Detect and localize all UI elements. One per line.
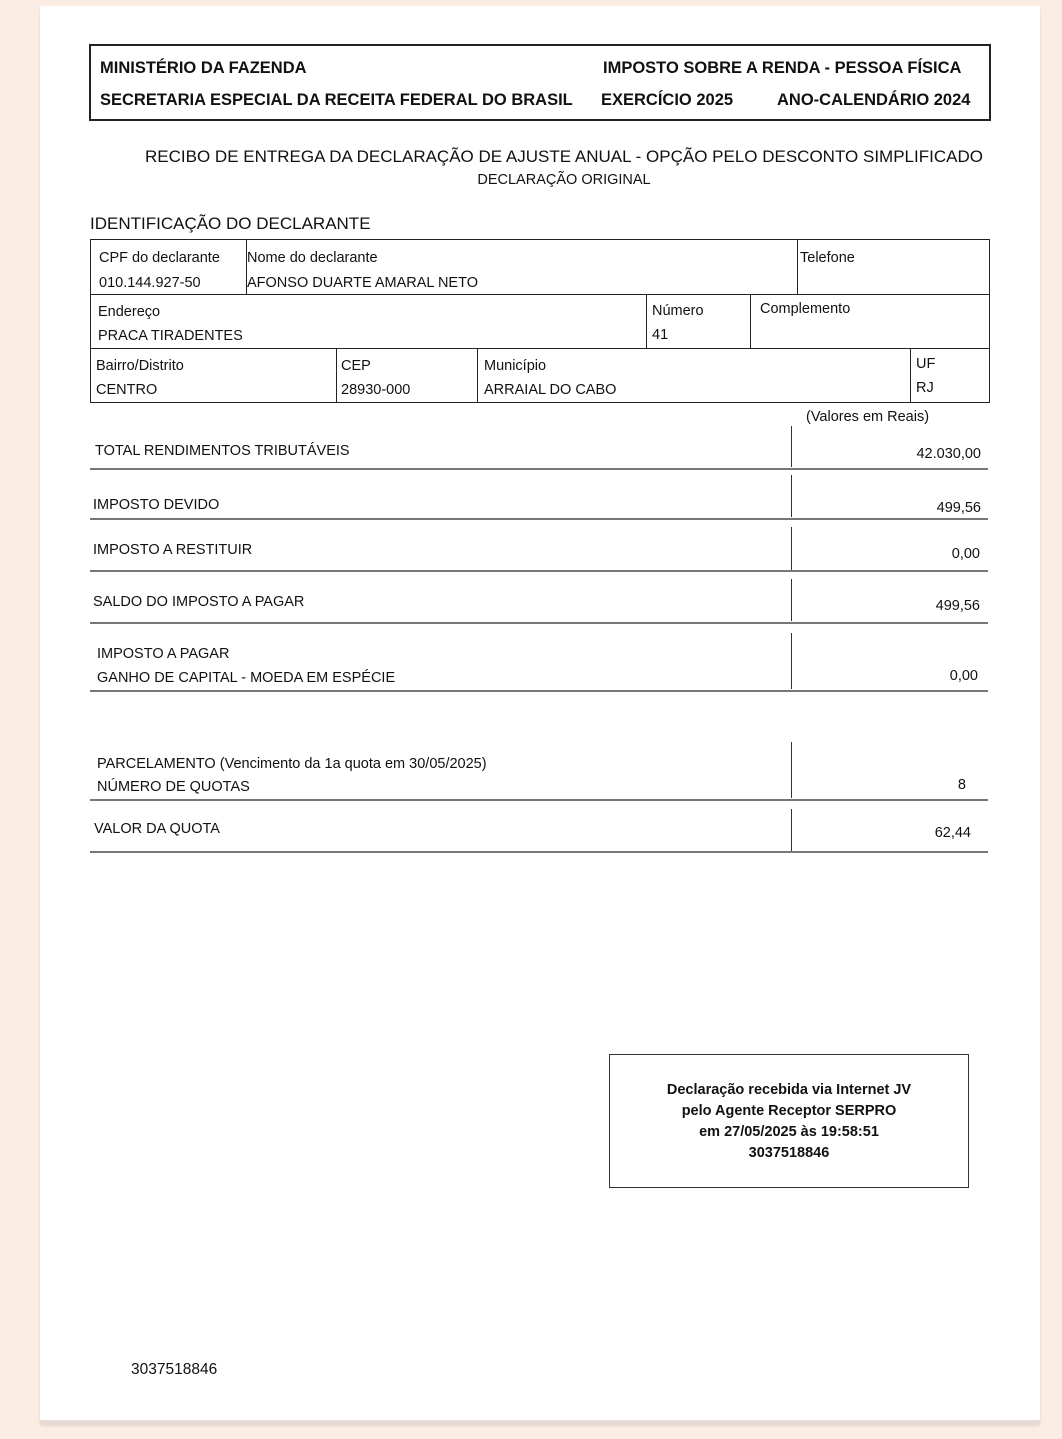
address-value: PRACA TIRADENTES	[98, 328, 243, 344]
uf-label: UF	[916, 356, 936, 372]
document-page	[40, 6, 1040, 1423]
divider	[910, 348, 911, 402]
complement-label: Complemento	[760, 301, 851, 317]
capital-gain-label-line1: IMPOSTO A PAGAR	[97, 646, 230, 662]
name-label: Nome do declarante	[247, 250, 378, 266]
divider	[90, 690, 988, 692]
stamp-line4: 3037518846	[748, 1145, 830, 1161]
identification-table	[90, 239, 990, 403]
tax-due-label: IMPOSTO DEVIDO	[93, 497, 220, 513]
secretariat-name: SECRETARIA ESPECIAL DA RECEITA FEDERAL DO BRASIL	[100, 91, 573, 109]
divider	[791, 527, 792, 570]
calendar-year: ANO-CALENDÁRIO 2024	[777, 91, 971, 109]
installment-value: 8	[957, 777, 966, 793]
header-box	[89, 44, 991, 121]
district-value: CENTRO	[96, 382, 158, 398]
divider	[646, 294, 647, 348]
divider	[791, 475, 792, 517]
city-value: ARRAIAL DO CABO	[484, 382, 617, 398]
divider	[791, 809, 792, 851]
number-label: Número	[652, 303, 704, 319]
number-value: 41	[652, 327, 669, 343]
divider	[91, 294, 989, 295]
city-label: Município	[484, 358, 547, 374]
divider	[750, 294, 751, 348]
installment-label-line1: PARCELAMENTO (Vencimento da 1a quota em 30/05/2025)	[97, 756, 487, 772]
ministry-name: MINISTÉRIO DA FAZENDA	[100, 59, 307, 77]
quota-value: 62,44	[934, 825, 971, 841]
uf-value: RJ	[916, 380, 934, 396]
exercise-year: EXERCÍCIO 2025	[601, 91, 734, 109]
divider	[90, 799, 988, 801]
capital-gain-label-line2: GANHO DE CAPITAL - MOEDA EM ESPÉCIE	[97, 670, 396, 686]
total-income-value: 42.030,00	[916, 446, 981, 462]
cpf-value: 010.144.927-50	[99, 275, 201, 291]
phone-label: Telefone	[800, 250, 855, 266]
refund-value: 0,00	[951, 546, 980, 562]
balance-label: SALDO DO IMPOSTO A PAGAR	[93, 594, 305, 610]
divider	[477, 348, 478, 402]
installment-label-line2: NÚMERO DE QUOTAS	[97, 779, 250, 795]
divider	[90, 851, 988, 853]
cep-value: 28930-000	[341, 382, 411, 398]
cep-label: CEP	[341, 358, 371, 374]
identification-section-title: IDENTIFICAÇÃO DO DECLARANTE	[90, 214, 371, 233]
address-label: Endereço	[98, 304, 161, 320]
district-label: Bairro/Distrito	[96, 358, 184, 374]
divider	[791, 579, 792, 621]
total-income-label: TOTAL RENDIMENTOS TRIBUTÁVEIS	[95, 443, 350, 459]
divider	[791, 426, 792, 467]
capital-gain-value: 0,00	[949, 668, 978, 684]
divider	[90, 570, 988, 572]
divider	[90, 622, 988, 624]
balance-value: 499,56	[935, 598, 980, 614]
divider	[791, 742, 792, 798]
footer-code: 3037518846	[131, 1361, 218, 1378]
divider	[90, 518, 988, 520]
tax-due-value: 499,56	[936, 500, 981, 516]
tax-name: IMPOSTO SOBRE A RENDA - PESSOA FÍSICA	[603, 59, 962, 77]
divider	[336, 348, 337, 402]
document-subtitle: DECLARAÇÃO ORIGINAL	[477, 172, 651, 188]
document-title: RECIBO DE ENTREGA DA DECLARAÇÃO DE AJUSTE ANUAL - OPÇÃO PELO DESCONTO SIMPLIFICADO	[145, 147, 983, 166]
cpf-label: CPF do declarante	[99, 250, 220, 266]
name-value: AFONSO DUARTE AMARAL NETO	[247, 275, 478, 291]
divider	[797, 240, 798, 294]
stamp-line2: pelo Agente Receptor SERPRO	[681, 1103, 897, 1119]
divider	[90, 468, 988, 470]
quota-label: VALOR DA QUOTA	[94, 821, 220, 837]
receipt-stamp	[609, 1054, 969, 1188]
stamp-line1: Declaração recebida via Internet JV	[666, 1082, 912, 1098]
refund-label: IMPOSTO A RESTITUIR	[93, 542, 253, 558]
divider	[91, 348, 989, 349]
divider	[791, 633, 792, 689]
stamp-line3: em 27/05/2025 às 19:58:51	[699, 1124, 879, 1140]
currency-note: (Valores em Reais)	[806, 409, 930, 425]
